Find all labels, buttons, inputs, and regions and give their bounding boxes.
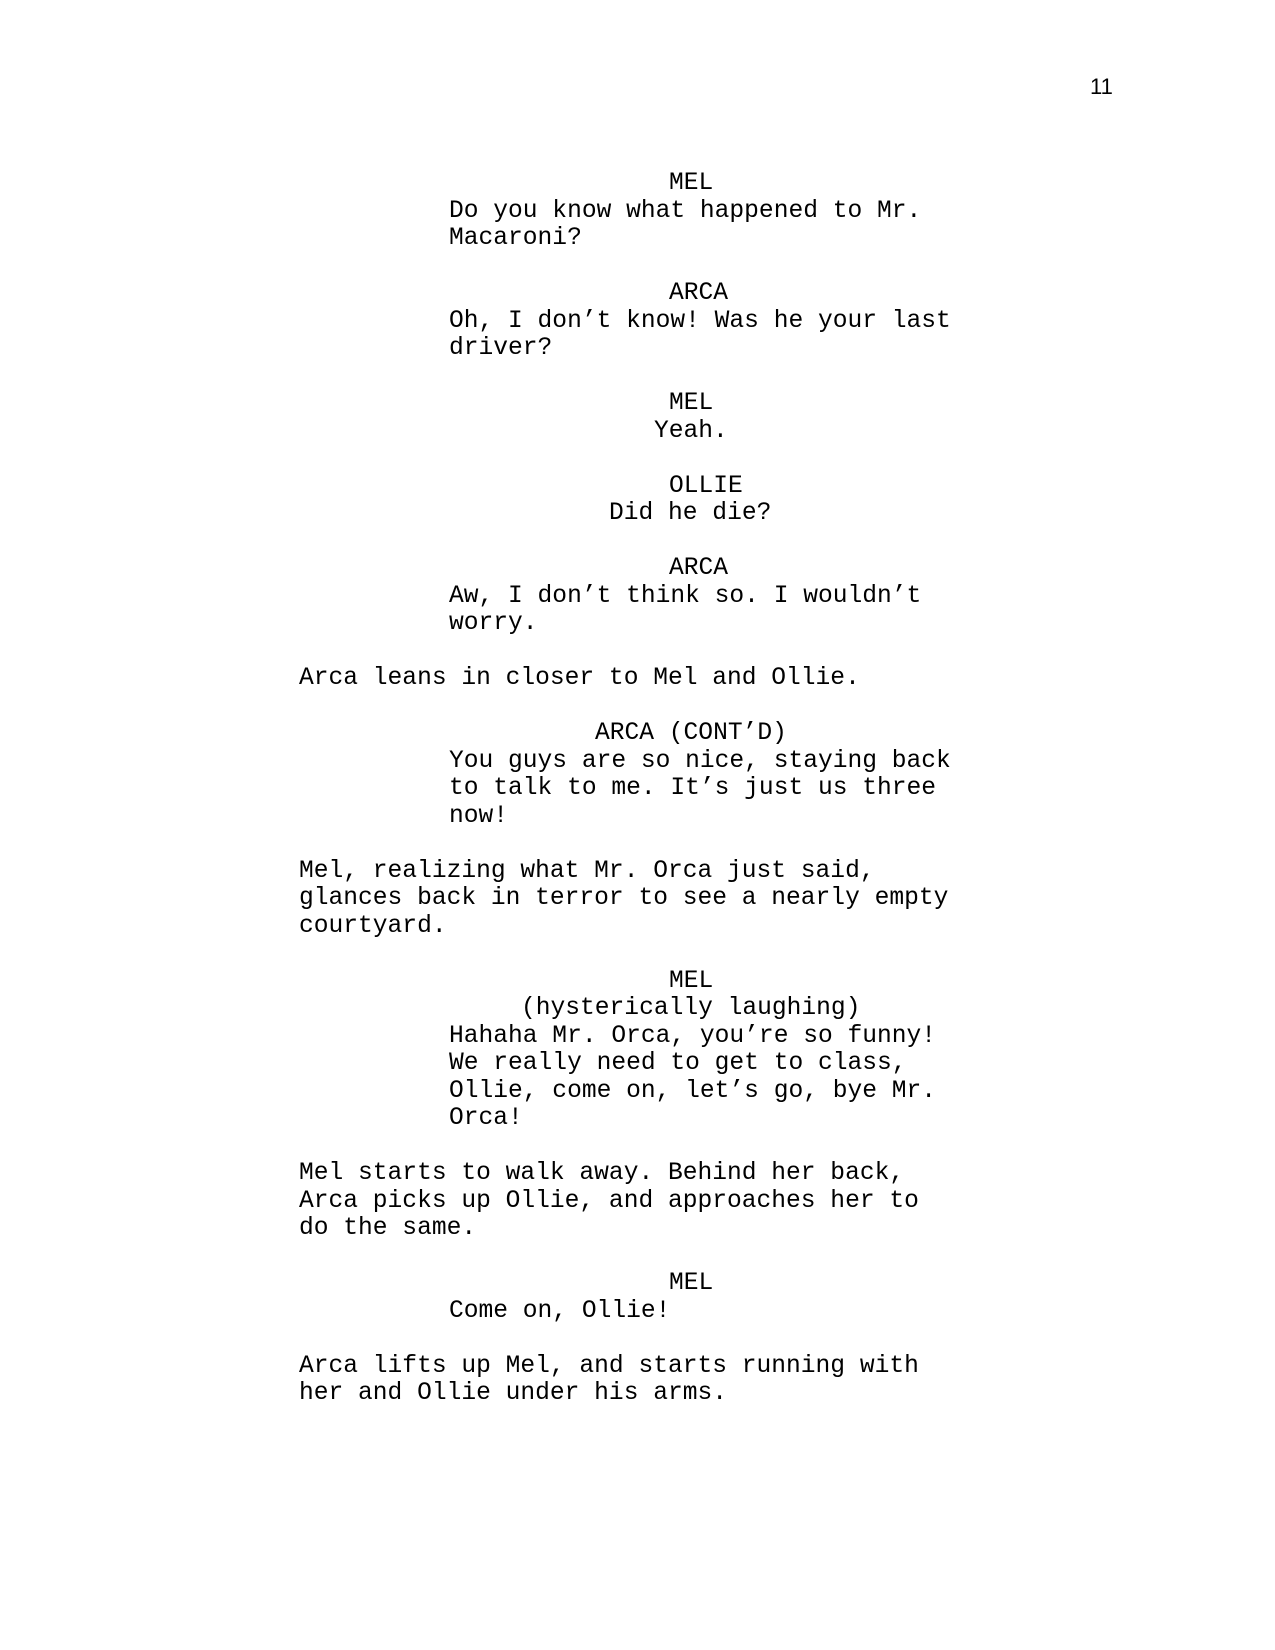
character-cue: MEL <box>669 967 714 995</box>
character-cue: MEL <box>669 390 714 417</box>
dialogue-line: Did he die? <box>609 500 772 527</box>
character-cue: ARCA (CONT’D) <box>595 720 787 747</box>
character-cue: ARCA <box>669 555 729 582</box>
character-cue: OLLIE <box>669 472 743 500</box>
character-cue: MEL <box>669 1270 714 1297</box>
dialogue-line: You guys are so nice, staying back to talk to me. It’s just us three now! <box>449 747 951 830</box>
parenthetical: (hysterically laughing) <box>521 995 861 1022</box>
page-number: 11 <box>1090 74 1113 99</box>
character-cue: ARCA <box>669 280 729 307</box>
dialogue-line: Yeah. <box>654 417 728 445</box>
action-line: Arca lifts up Mel, and starts running with her and Ollie under his arms. <box>299 1352 919 1407</box>
action-line: Arca leans in closer to Mel and Ollie. <box>299 665 860 692</box>
dialogue-line: Oh, I don’t know! Was he your last driver? <box>449 307 951 362</box>
action-line: Mel, realizing what Mr. Orca just said, glances back in terror to see a nearly empty courtyard. <box>299 857 949 940</box>
dialogue-line: Do you know what happened to Mr. Macaroni? <box>449 197 922 252</box>
character-cue: MEL <box>669 170 714 197</box>
action-line: Mel starts to walk away. Behind her back, Arca picks up Ollie, and approaches her to do the same. <box>299 1160 919 1242</box>
dialogue-line: Come on, Ollie! <box>449 1297 671 1325</box>
dialogue-line: Hahaha Mr. Orca, you’re so funny! We really need to get to class, Ollie, come on, let’s go, bye Mr. Orca! <box>449 1022 937 1132</box>
screenplay-body <box>299 170 1019 1408</box>
dialogue-line: Aw, I don’t think so. I wouldn’t worry. <box>449 582 922 637</box>
